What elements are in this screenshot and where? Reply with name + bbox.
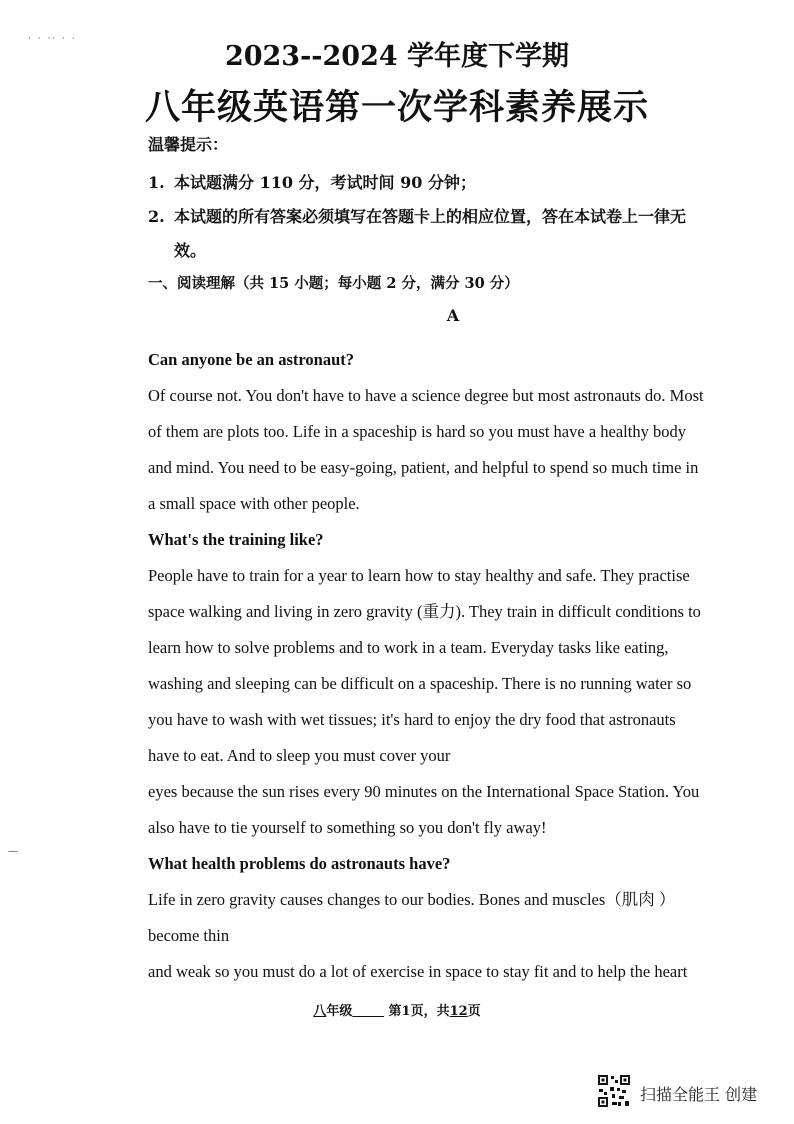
passage-subheading: What health problems do astronauts have?	[148, 854, 451, 873]
exam-title: 八年级英语第一次学科素养展示	[144, 87, 649, 128]
passage-label: A	[446, 306, 460, 325]
passage-line: become thin	[148, 926, 230, 945]
tip-text: 本试题的所有答案必须填写在答题卡上的相应位置，答在本试卷上一律无	[174, 207, 687, 226]
year-title: 2023--2024 学年度下学期	[224, 41, 570, 72]
scanner-watermark: 扫描全能王 创建	[640, 1085, 758, 1104]
passage-subheading: What's the training like?	[148, 530, 324, 549]
passage-line: eyes because the sun rises every 90 minutes on the International Space Station. You	[148, 782, 700, 801]
passage-line: washing and sleeping can be difficult on a spaceship. There is no running water so	[148, 674, 692, 693]
passage-line: and mind. You need to be easy-going, patient, and helpful to spend so much time in	[148, 458, 699, 477]
passage-line: have to eat. And to sleep you must cover your	[148, 746, 451, 765]
passage-subheading: Can anyone be an astronaut?	[148, 350, 354, 369]
footer-blank	[352, 1004, 384, 1019]
scan-dash: —	[8, 846, 18, 857]
passage-line: you have to wash with wet tissues; it's hard to enjoy the dry food that astronauts	[148, 710, 676, 729]
passage-line: a small space with other people.	[148, 494, 360, 513]
qr-code-icon	[597, 1074, 631, 1108]
tip-note-1	[148, 170, 476, 193]
tip-text: 本试题满分 110 分，考试时间 90 分钟；	[174, 173, 476, 192]
page-footer	[0, 1000, 794, 1019]
passage-line: also have to tie yourself to something so you don't fly away!	[148, 818, 547, 837]
passage-body	[148, 342, 760, 990]
passage-line: and weak so you must do a lot of exercise in space to stay fit and to help the heart	[148, 962, 688, 981]
passage-line: of them are plots too. Life in a spaceship is hard so you must have a healthy body	[148, 422, 686, 441]
passage-line: People have to train for a year to learn how to stay healthy and safe. They practise	[148, 566, 690, 585]
tip-note-2	[148, 204, 762, 227]
footer-total: 12	[449, 1004, 468, 1019]
tip-text-continued: 效。	[174, 241, 207, 260]
tip-number: 2.	[148, 207, 165, 226]
passage-line: Life in zero gravity causes changes to our bodies. Bones and muscles（肌肉 ）	[148, 890, 676, 909]
footer-grade-suffix: 年级	[326, 1004, 353, 1019]
passage-line: space walking and living in zero gravity (重力). They train in difficult conditions to	[148, 602, 701, 621]
passage-line: learn how to solve problems and to work in a team. Everyday tasks like eating,	[148, 638, 669, 657]
tips-heading: 温馨提示：	[148, 135, 229, 154]
footer-grade: 八	[313, 1004, 327, 1019]
footer-page-prefix: 第1页，共	[388, 1004, 450, 1019]
footer-page-suffix: 页	[467, 1004, 481, 1019]
passage-line: Of course not. You don't have to have a science degree but most astronauts do. Most	[148, 386, 704, 405]
scan-marks: · · ·· · ·	[28, 34, 77, 44]
tip-number: 1.	[148, 173, 165, 192]
section-title: 一、阅读理解（共 15 小题；每小题 2 分，满分 30 分）	[148, 275, 519, 292]
